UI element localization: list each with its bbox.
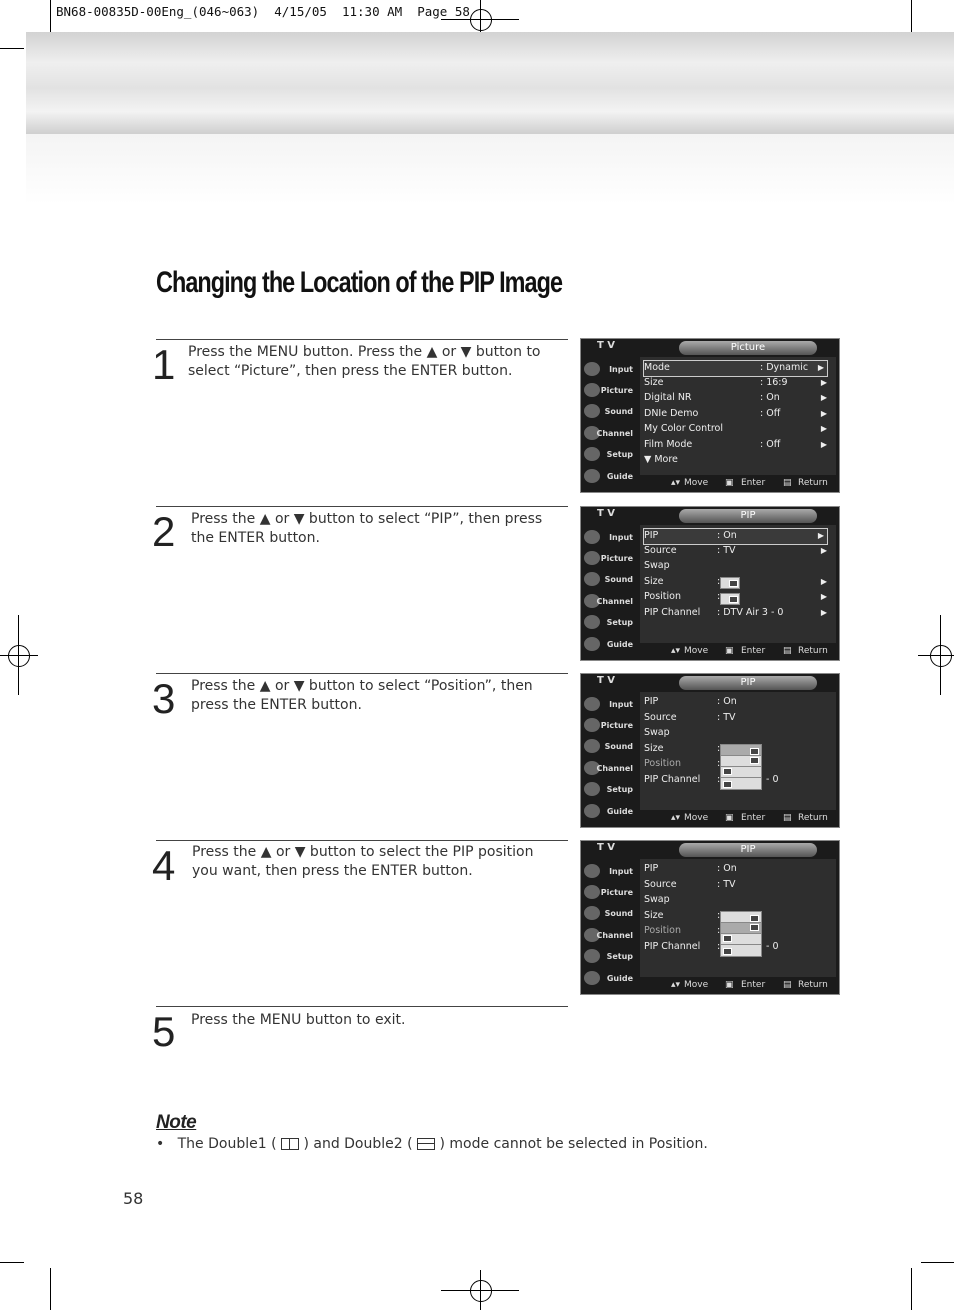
osd-footer-return: Return <box>798 980 828 990</box>
osd-row-value: : TV <box>717 545 736 556</box>
osd-sidebar-item[interactable]: Picture <box>600 888 633 897</box>
crop-mark <box>0 1262 24 1263</box>
osd-row-value: : <box>717 591 721 602</box>
osd-row-value: : TV <box>717 712 736 723</box>
osd-menu-guide-icon <box>584 804 600 818</box>
osd-menu-row[interactable] <box>644 862 830 877</box>
osd-row-label: PIP Channel <box>644 774 701 785</box>
return-icon: ▤ <box>783 478 792 488</box>
osd-sidebar-item[interactable]: Guide <box>606 640 633 649</box>
osd-sidebar <box>581 692 637 818</box>
osd-sidebar-item[interactable]: Sound <box>604 407 633 416</box>
step-text: Press the MENU button. Press the ▲ or ▼ button to select “Picture”, then press the ENTER button. <box>188 344 541 379</box>
osd-row-value: : Off <box>760 408 781 419</box>
osd-screen-pip-position <box>580 673 840 828</box>
registration-line <box>0 655 38 656</box>
note-text-c: ) mode cannot be selected in Position. <box>439 1136 708 1152</box>
osd-row-label: Position <box>644 591 681 602</box>
osd-menu-row[interactable] <box>643 528 828 545</box>
note-text-b: ) and Double2 ( <box>303 1136 413 1152</box>
osd-menu-row[interactable] <box>644 606 830 621</box>
osd-row-label: Swap <box>644 560 670 571</box>
osd-channel-suffix: - 0 <box>766 941 779 952</box>
osd-menu-guide-icon <box>584 971 600 985</box>
osd-row-label: DNIe Demo <box>644 408 699 419</box>
pip-size-icon <box>720 577 740 589</box>
osd-row-arrow-icon: ▶ <box>820 393 827 402</box>
note-heading: Note <box>156 1112 197 1133</box>
osd-row-label: My Color Control <box>644 423 724 434</box>
osd-footer-enter: Enter <box>741 980 766 990</box>
osd-menu-input-icon <box>584 864 600 878</box>
osd-row-value: : On <box>717 863 737 874</box>
pip-position-icon <box>720 593 740 605</box>
osd-row-value: : DTV Air 3 - 0 <box>717 607 784 618</box>
registration-mark-icon <box>8 645 30 667</box>
osd-sidebar-item[interactable]: Sound <box>604 742 633 751</box>
osd-sidebar-item[interactable]: Sound <box>604 575 633 584</box>
enter-icon: ▣ <box>725 478 734 488</box>
osd-menu-picture-icon <box>584 718 600 732</box>
osd-sidebar-item[interactable]: Guide <box>606 807 633 816</box>
osd-menu-guide-icon <box>584 637 600 651</box>
page-number: 58 <box>123 1189 144 1208</box>
move-icon: ▴▾ <box>671 646 681 656</box>
note-text-a: The Double1 ( <box>177 1136 277 1152</box>
osd-sidebar-item[interactable]: Setup <box>606 785 633 794</box>
osd-row-value: : Dynamic <box>760 362 809 373</box>
page-title: Changing the Location of the PIP Image <box>156 266 563 299</box>
osd-menu-row[interactable] <box>644 544 830 559</box>
enter-icon: ▣ <box>725 646 734 656</box>
osd-row-label: Size <box>644 576 664 587</box>
osd-sidebar-item[interactable]: Channel <box>596 764 633 773</box>
step-number: 2 <box>152 508 176 555</box>
osd-sidebar-item[interactable]: Channel <box>596 597 633 606</box>
osd-menu-row[interactable] <box>644 726 830 741</box>
osd-footer-move: Move <box>684 646 709 656</box>
note-bullet: • <box>156 1136 165 1152</box>
osd-menu-panel <box>640 525 836 643</box>
osd-title: PIP <box>679 843 817 857</box>
osd-menu-row[interactable] <box>644 376 830 391</box>
registration-mark-icon <box>930 645 952 667</box>
osd-sidebar <box>581 525 637 651</box>
return-icon: ▤ <box>783 813 792 823</box>
osd-row-value: : TV <box>717 879 736 890</box>
osd-sidebar <box>581 859 637 985</box>
osd-footer <box>641 812 837 826</box>
osd-sidebar-item[interactable]: Sound <box>604 909 633 918</box>
osd-row-label: Position <box>644 758 681 769</box>
step-divider <box>156 840 568 841</box>
osd-tv-label: T V <box>597 675 616 686</box>
osd-sidebar-item[interactable]: Setup <box>606 450 633 459</box>
osd-sidebar-item[interactable]: Channel <box>596 429 633 438</box>
osd-row-label: Size <box>644 910 664 921</box>
osd-row-arrow-icon: ▶ <box>820 546 827 555</box>
osd-sidebar-item[interactable]: Input <box>609 700 633 709</box>
osd-sidebar-item[interactable]: Picture <box>600 721 633 730</box>
osd-row-label: Film Mode <box>644 439 693 450</box>
osd-tv-label: T V <box>597 508 616 519</box>
osd-row-arrow-icon: ▶ <box>820 440 827 449</box>
enter-icon: ▣ <box>725 813 734 823</box>
enter-icon: ▣ <box>725 980 734 990</box>
osd-row-value: : On <box>717 696 737 707</box>
osd-menu-setup-icon <box>584 447 600 461</box>
step-divider <box>156 339 568 340</box>
osd-footer-enter: Enter <box>741 813 766 823</box>
registration-mark-icon <box>470 9 492 31</box>
step-text: Press the ▲ or ▼ button to select “PIP”, then press the ENTER button. <box>191 511 543 546</box>
crop-mark <box>921 1262 954 1263</box>
osd-menu-input-icon <box>584 697 600 711</box>
osd-menu-panel <box>640 859 836 977</box>
osd-menu-picture-icon <box>584 885 600 899</box>
osd-row-label: PIP Channel <box>644 607 701 618</box>
osd-footer-move: Move <box>684 478 709 488</box>
osd-row-value: : <box>717 743 721 754</box>
osd-sidebar-item[interactable]: Picture <box>600 554 633 563</box>
osd-footer-enter: Enter <box>741 478 766 488</box>
double1-icon <box>281 1138 299 1150</box>
osd-footer-move: Move <box>684 980 709 990</box>
osd-menu-row[interactable] <box>644 559 830 574</box>
osd-menu-setup-icon <box>584 615 600 629</box>
osd-row-arrow-icon: ▶ <box>820 424 827 433</box>
osd-menu-input-icon <box>584 530 600 544</box>
crop-mark <box>0 48 24 49</box>
osd-menu-row[interactable] <box>644 695 830 710</box>
step-number: 3 <box>152 675 176 722</box>
osd-menu-setup-icon <box>584 782 600 796</box>
osd-row-value: : Off <box>760 439 781 450</box>
osd-menu-row[interactable] <box>644 422 830 437</box>
step-number: 1 <box>152 341 176 388</box>
osd-row-value: : On <box>717 530 737 541</box>
step-text: Press the ▲ or ▼ button to select “Position”, then press the ENTER button. <box>191 678 533 713</box>
osd-menu-row[interactable] <box>644 893 830 908</box>
osd-footer <box>641 477 837 491</box>
osd-sidebar <box>581 357 637 483</box>
osd-row-label: Source <box>644 879 677 890</box>
osd-row-value: : On <box>760 392 780 403</box>
osd-row-arrow-icon: ▶ <box>817 531 824 540</box>
return-icon: ▤ <box>783 980 792 990</box>
osd-menu-row[interactable] <box>644 407 830 422</box>
osd-footer-enter: Enter <box>741 646 766 656</box>
osd-menu-panel <box>640 692 836 810</box>
header-banner-fade <box>26 134 954 204</box>
osd-row-arrow-icon: ▶ <box>817 363 824 372</box>
osd-menu-setup-icon <box>584 949 600 963</box>
osd-row-label: PIP Channel <box>644 941 701 952</box>
registration-line <box>18 615 19 695</box>
osd-menu-sound-icon <box>584 572 600 586</box>
step-number: 4 <box>152 842 176 889</box>
osd-menu-row[interactable] <box>644 391 830 406</box>
osd-row-arrow-icon: ▶ <box>820 409 827 418</box>
return-icon: ▤ <box>783 646 792 656</box>
osd-row-label: Source <box>644 545 677 556</box>
osd-sidebar-item[interactable]: Channel <box>596 931 633 940</box>
crop-mark <box>911 1268 912 1310</box>
osd-sidebar-item[interactable]: Guide <box>606 472 633 481</box>
move-icon: ▴▾ <box>671 980 681 990</box>
osd-row-label: PIP <box>644 530 659 541</box>
osd-menu-row[interactable] <box>644 453 830 468</box>
osd-row-label: Size <box>644 377 664 388</box>
osd-menu-row[interactable] <box>644 711 830 726</box>
osd-footer-return: Return <box>798 813 828 823</box>
osd-row-label: Swap <box>644 727 670 738</box>
osd-screen-picture <box>580 338 840 493</box>
osd-tv-label: T V <box>597 340 616 351</box>
step-divider <box>156 1006 568 1007</box>
osd-row-label: Digital NR <box>644 392 692 403</box>
osd-channel-suffix: - 0 <box>766 774 779 785</box>
move-icon: ▴▾ <box>671 813 681 823</box>
step-text: Press the MENU button to exit. <box>191 1012 406 1028</box>
osd-row-arrow-icon: ▶ <box>820 577 827 586</box>
osd-menu-sound-icon <box>584 404 600 418</box>
osd-row-value: : <box>717 774 721 785</box>
osd-footer-move: Move <box>684 813 709 823</box>
osd-menu-row[interactable] <box>644 438 830 453</box>
osd-title: Picture <box>679 341 817 355</box>
osd-row-arrow-icon: ▶ <box>820 608 827 617</box>
osd-menu-panel <box>640 357 836 475</box>
osd-title: PIP <box>679 509 817 523</box>
osd-menu-picture-icon <box>584 551 600 565</box>
osd-row-arrow-icon: ▶ <box>820 592 827 601</box>
move-icon: ▴▾ <box>671 478 681 488</box>
osd-row-value: : <box>717 910 721 921</box>
osd-footer-return: Return <box>798 646 828 656</box>
osd-sidebar-item[interactable]: Input <box>609 365 633 374</box>
double2-icon <box>417 1138 435 1150</box>
osd-sidebar-item[interactable]: Guide <box>606 974 633 983</box>
osd-sidebar-item[interactable]: Setup <box>606 952 633 961</box>
osd-row-label: Source <box>644 712 677 723</box>
osd-menu-sound-icon <box>584 906 600 920</box>
osd-sidebar-item[interactable]: Picture <box>600 386 633 395</box>
osd-footer <box>641 979 837 993</box>
header-banner <box>26 32 954 134</box>
print-slug: BN68-00835D-00Eng_(046~063) 4/15/05 11:30 AM Page 58 <box>56 4 470 19</box>
osd-footer <box>641 645 837 659</box>
osd-menu-sound-icon <box>584 739 600 753</box>
pip-position-option-icon[interactable] <box>720 944 762 957</box>
osd-sidebar-item[interactable]: Input <box>609 533 633 542</box>
osd-title: PIP <box>679 676 817 690</box>
note-text <box>156 1136 708 1152</box>
osd-row-label: PIP <box>644 696 659 707</box>
osd-row-value: : <box>717 941 721 952</box>
osd-row-arrow-icon: ▶ <box>820 378 827 387</box>
pip-position-option-icon[interactable] <box>720 777 762 790</box>
step-divider <box>156 506 568 507</box>
osd-row-label: Swap <box>644 894 670 905</box>
registration-line <box>918 655 954 656</box>
osd-menu-guide-icon <box>584 469 600 483</box>
osd-sidebar-item[interactable]: Input <box>609 867 633 876</box>
osd-menu-picture-icon <box>584 383 600 397</box>
osd-row-label: PIP <box>644 863 659 874</box>
registration-line <box>480 1270 481 1310</box>
osd-row-value: : <box>717 925 721 936</box>
step-text: Press the ▲ or ▼ button to select the PIP position you want, then press the ENTER button. <box>192 844 534 879</box>
registration-mark-icon <box>470 1280 492 1302</box>
osd-menu-row[interactable] <box>644 878 830 893</box>
step-number: 5 <box>152 1008 176 1055</box>
osd-screen-pip <box>580 506 840 661</box>
osd-menu-input-icon <box>584 362 600 376</box>
step-divider <box>156 673 568 674</box>
osd-row-label: Size <box>644 743 664 754</box>
osd-footer-return: Return <box>798 478 828 488</box>
crop-mark <box>50 1268 51 1310</box>
osd-row-value: : <box>717 758 721 769</box>
osd-row-value: : <box>717 576 721 587</box>
osd-menu-row[interactable] <box>643 360 828 377</box>
osd-row-label: ▼ More <box>644 454 678 465</box>
osd-screen-pip-position-select <box>580 840 840 995</box>
osd-sidebar-item[interactable]: Setup <box>606 618 633 627</box>
registration-line <box>940 615 941 695</box>
osd-tv-label: T V <box>597 842 616 853</box>
osd-row-label: Position <box>644 925 681 936</box>
osd-row-value: : 16:9 <box>760 377 788 388</box>
osd-row-label: Mode <box>644 362 670 373</box>
